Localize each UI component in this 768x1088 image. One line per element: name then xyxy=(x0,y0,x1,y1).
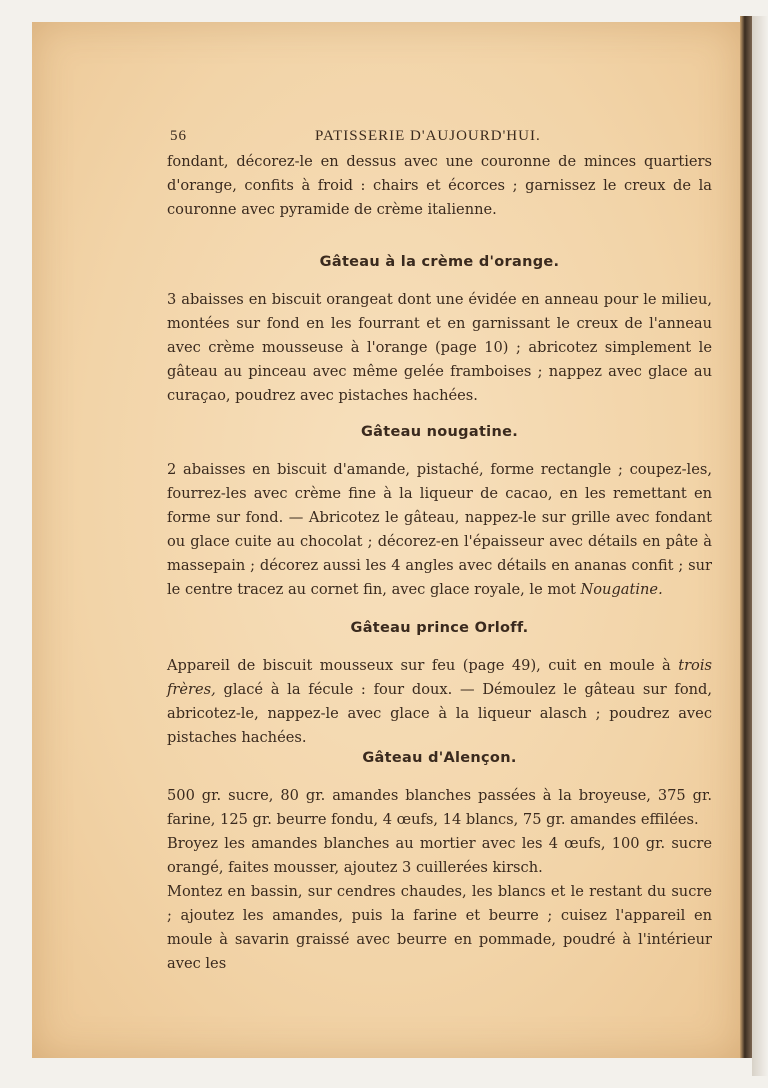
running-head: PATISSERIE D'AUJOURD'HUI. xyxy=(315,128,541,144)
page-header xyxy=(135,128,710,148)
paragraph: 500 gr. sucre, 80 gr. amandes blanches passées à la broyeuse, 375 gr. farine, 125 gr. beurre fondu, 4 œufs, 14 blancs, 75 gr. amandes effilées. xyxy=(167,787,712,828)
section-title-creme-orange: Gâteau à la crème d'orange. xyxy=(319,254,560,270)
intro-text: fondant, décorez-le en dessus avec une couronne de minces quartiers d'orange, confits à froid : chairs et écorces ; garnissez le creux de la couronne avec pyramide de crème italienne. xyxy=(167,153,712,218)
intro-paragraph xyxy=(167,150,712,222)
book-edge xyxy=(740,16,752,1058)
page-number: 56 xyxy=(170,128,187,144)
italic-word: Nougatine. xyxy=(580,581,663,598)
section-body-creme-orange xyxy=(167,288,712,408)
italic-word: trois frères, xyxy=(167,657,712,698)
section-body-alencon xyxy=(167,784,712,976)
paragraph-part: Appareil de biscuit mousseux sur feu (page 49), cuit en moule à xyxy=(167,657,671,674)
section-body-orloff xyxy=(167,654,712,750)
edge-shadow xyxy=(752,16,768,1076)
section-body-nougatine xyxy=(167,458,712,602)
paragraph: Montez en bassin, sur cendres chaudes, les blancs et le restant du sucre ; ajoutez les amandes, puis la farine et beurre ; cuisez l'appareil en moule à savarin graissé avec beurre en pommade, poudré à l'intérieur avec les xyxy=(167,883,712,972)
paragraph: 2 abaisses en biscuit d'amande, pistaché, forme rectangle ; coupez-les, fourrez-les avec crème fine à la liqueur de cacao, en les remettant en forme sur fond. — Abricotez le gâteau, nappez-le sur grille avec fondant ou glace cuite au chocolat ; décorez-en l'épaisseur avec détails en pâte à massepain ; décorez aussi les 4 angles avec détails en ananas confit ; sur le centre tracez au cornet fin, avec glace royale, le mot xyxy=(167,461,712,598)
paragraph: Broyez les amandes blanches au mortier avec les 4 œufs, 100 gr. sucre orangé, faites mousser, ajoutez 3 cuillerées kirsch. xyxy=(167,835,712,876)
section-title-alencon: Gâteau d'Alençon. xyxy=(362,750,517,766)
paragraph-part: glacé à la fécule : four doux. — Démoulez le gâteau sur fond, abricotez-le, nappez-le avec glace à la liqueur alasch ; poudrez avec pistaches hachées. xyxy=(167,681,712,746)
paper-sheet xyxy=(32,22,740,1058)
section-title-orloff: Gâteau prince Orloff. xyxy=(350,620,529,636)
section-title-nougatine: Gâteau nougatine. xyxy=(360,424,519,440)
paragraph: 3 abaisses en biscuit orangeat dont une évidée en anneau pour le milieu, montées sur fond en les fourrant et en garnissant le creux de l'anneau avec crème mousseuse à l'orange (page 10) ; abricotez simplement le gâteau au pinceau avec même gelée framboises ; nappez avec glace au curaçao, poudrez avec pistaches hachées. xyxy=(167,291,712,404)
